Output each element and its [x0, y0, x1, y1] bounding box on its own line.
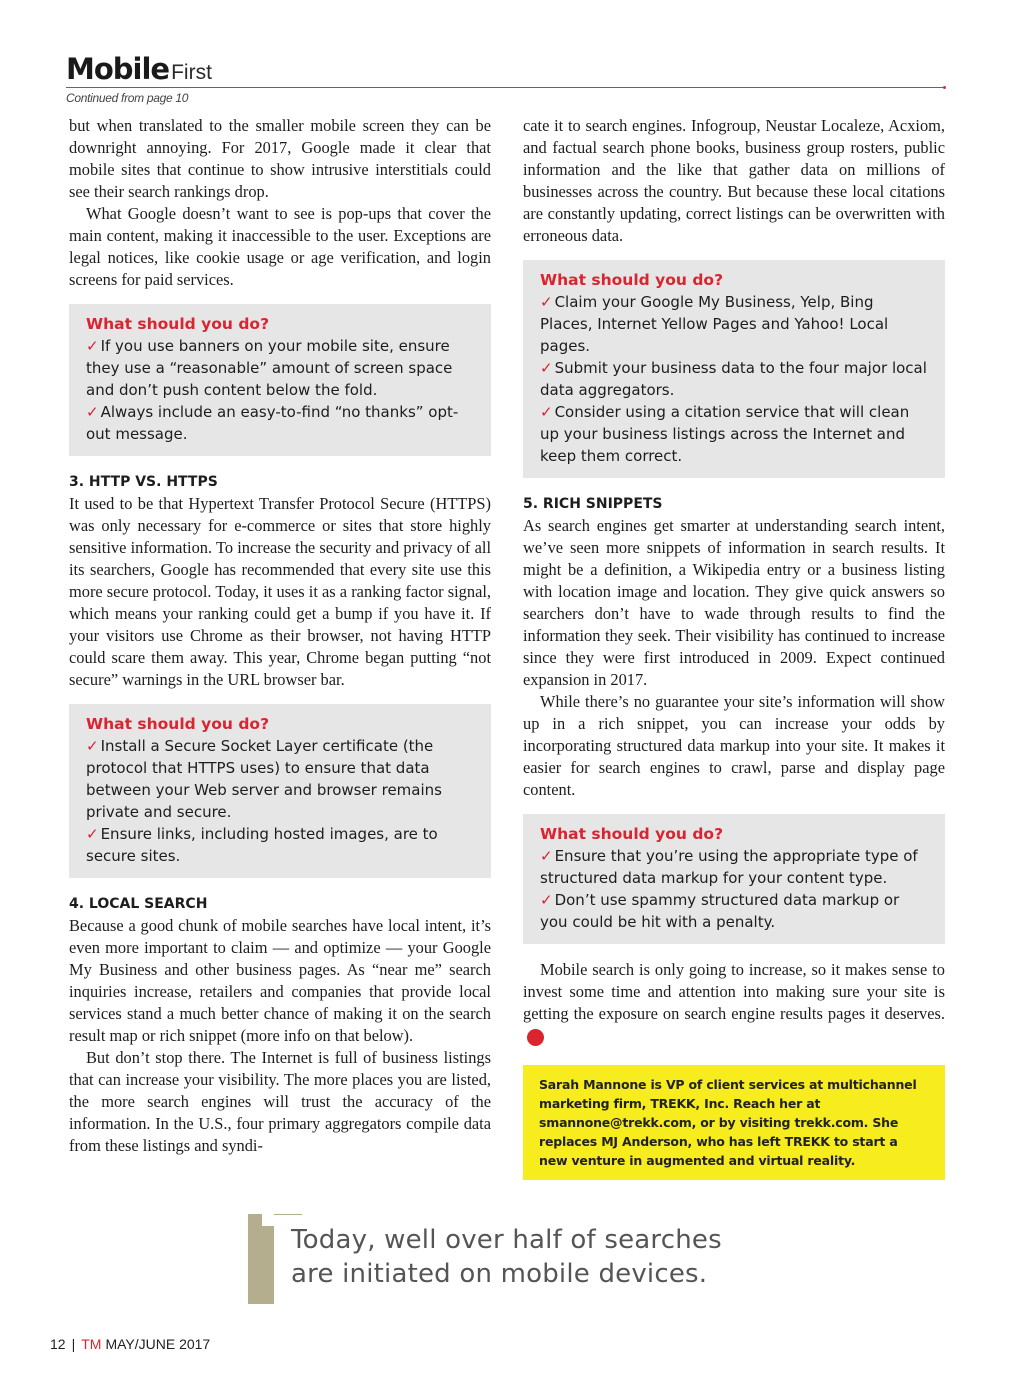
- section-heading: 4. LOCAL SEARCH: [69, 896, 208, 912]
- body-paragraph: Because a good chunk of mobile searches have local intent, it’s even more important to claim — and optimize — your Google My Business and other business pages. As “near me” search inquiries increase, retailers and companies that provide local services stand a much better chance of making it on the search result map or rich snippet (more info on that below).: [69, 916, 491, 1045]
- section-subtitle: First: [171, 61, 212, 84]
- pull-quote-text: [291, 1223, 811, 1291]
- tip-box: [523, 260, 945, 478]
- pull-quote: [248, 1214, 808, 1304]
- footer-issue: MAY/JUNE 2017: [105, 1336, 211, 1352]
- tip-box: [69, 704, 491, 878]
- checkmark-icon: ✓: [86, 825, 99, 843]
- continued-note: Continued from page 10: [66, 91, 189, 105]
- tip-item-text: Ensure that you’re using the appropriate type of structured data markup for your content type.: [540, 847, 918, 887]
- footer-brand: TM: [81, 1336, 102, 1352]
- pull-quote-line: are initiated on mobile devices.: [291, 1259, 708, 1289]
- tip-item: [540, 291, 928, 357]
- tip-item-text: Claim your Google My Business, Yelp, Bing Places, Internet Yellow Pages and Yahoo! Local pages.: [540, 293, 889, 355]
- checkmark-icon: ✓: [86, 737, 99, 755]
- left-column: [69, 115, 491, 1157]
- body-paragraph: While there’s no guarantee your site’s information will show up in a rich snippet, you can increase your odds by incorporating structured data markup into your site. It makes it easier for search engines to crawl, parse and display page content.: [523, 692, 945, 799]
- body-paragraph: As search engines get smarter at understanding search intent, we’ve seen more snippets of information in search results. It might be a definition, a Wikipedia entry or a business listing with location image and location. They give quick answers so searchers don’t have to wade through results to find the information they seek. Their visibility has continued to increase since they were first introduced in 2009. Expect continued expansion in 2017.: [523, 516, 945, 689]
- tip-box-title: What should you do?: [86, 715, 270, 733]
- page-footer: [50, 1336, 210, 1352]
- tip-box-title: What should you do?: [86, 315, 270, 333]
- tip-item-text: Don’t use spammy structured data markup or you could be hit with a penalty.: [540, 891, 900, 931]
- tip-box: [69, 304, 491, 456]
- pull-quote-bar: [248, 1214, 274, 1304]
- right-column: [523, 115, 945, 1180]
- tip-item: [86, 335, 474, 401]
- checkmark-icon: ✓: [540, 293, 553, 311]
- author-bio: Sarah Mannone is VP of client services at multichannel marketing firm, TREKK, Inc. Reach her at smannone@trekk.com, or by visiting trekk.com. She replaces MJ Anderson, who has left TREKK to start a new venture in augmented and virtual reality.: [539, 1077, 917, 1168]
- body-paragraph: cate it to search engines. Infogroup, Neustar Localeze, Acxiom, and factual search phone books, business group rosters, public information and the like that gather data on millions of businesses across the country. But because these local citations are constantly updating, correct listings can be overwritten with erroneous data.: [523, 116, 945, 245]
- tip-item-text: Submit your business data to the four major local data aggregators.: [540, 359, 927, 399]
- tip-item-text: If you use banners on your mobile site, ensure they use a “reasonable” amount of screen space and don’t push content below the fold.: [86, 337, 453, 399]
- tip-box: [523, 814, 945, 944]
- body-paragraph: What Google doesn’t want to see is pop-ups that cover the main content, making it inaccessible to the user. Exceptions are legal notices, like cookie usage or age verification, and login screens for paid services.: [69, 204, 491, 289]
- closing-paragraph: [523, 959, 945, 1047]
- checkmark-icon: ✓: [540, 847, 553, 865]
- tip-item-text: Install a Secure Socket Layer certificate (the protocol that HTTPS uses) to ensure that data between your Web server and browser remains private and secure.: [86, 737, 442, 821]
- footer-separator: |: [71, 1336, 76, 1352]
- header-rule-dot: [943, 86, 946, 89]
- tm-logo-icon: TM: [527, 1029, 544, 1046]
- pull-quote-line: Today, well over half of searches: [291, 1225, 722, 1255]
- section-heading: 5. RICH SNIPPETS: [523, 496, 663, 512]
- pull-quote-rule: [274, 1214, 302, 1215]
- checkmark-icon: ✓: [540, 359, 553, 377]
- section-heading: 3. HTTP VS. HTTPS: [69, 474, 218, 490]
- pull-quote-bar-notch: [262, 1214, 274, 1226]
- closing-text: Mobile search is only going to increase, so it makes sense to invest some time and attention into making sure your site is getting the exposure on search engine results pages it deserves.: [523, 960, 945, 1023]
- tip-item: [540, 401, 928, 467]
- author-bio-box: [523, 1065, 945, 1180]
- tip-box-title: What should you do?: [540, 271, 724, 289]
- body-paragraph: but when translated to the smaller mobile screen they can be downright annoying. For 2017, Google made it clear that mobile sites that continue to show intrusive interstitials could see their search rankings drop.: [69, 116, 491, 201]
- checkmark-icon: ✓: [540, 891, 553, 909]
- checkmark-icon: ✓: [86, 337, 99, 355]
- tip-item-text: Always include an easy-to-find “no thanks” opt-out message.: [86, 403, 459, 443]
- tip-item: [540, 357, 928, 401]
- tip-item: [86, 735, 474, 823]
- header-rule: [66, 87, 944, 88]
- checkmark-icon: ✓: [86, 403, 99, 421]
- tip-item: [540, 889, 928, 933]
- tip-item: [86, 401, 474, 445]
- body-paragraph: It used to be that Hypertext Transfer Protocol Secure (HTTPS) was only necessary for e-commerce or sites that store highly sensitive information. To increase the security and privacy of all its searchers, Google has recommended that every site use this more secure protocol. Today, it uses it as a ranking factor signal, which means your ranking could get a bump if you have it. If your visitors use Chrome as their browser, not having HTTP could scare them away. This year, Chrome began putting “not secure” warnings in the URL browser bar.: [69, 494, 491, 689]
- tip-item: [540, 845, 928, 889]
- section-title: Mobile: [66, 52, 170, 86]
- page-number: 12: [50, 1336, 66, 1352]
- tip-box-title: What should you do?: [540, 825, 724, 843]
- tip-item-text: Consider using a citation service that will clean up your business listings across the Internet and keep them correct.: [540, 403, 910, 465]
- tip-item: [86, 823, 474, 867]
- tip-item-text: Ensure links, including hosted images, are to secure sites.: [86, 825, 438, 865]
- page-header: [66, 52, 946, 105]
- body-paragraph: But don’t stop there. The Internet is full of business listings that can increase your visibility. The more places you are listed, the more search engines will trust the accuracy of the information. In the U.S., four primary aggregators compile data from these listings and syndi-: [69, 1048, 491, 1155]
- checkmark-icon: ✓: [540, 403, 553, 421]
